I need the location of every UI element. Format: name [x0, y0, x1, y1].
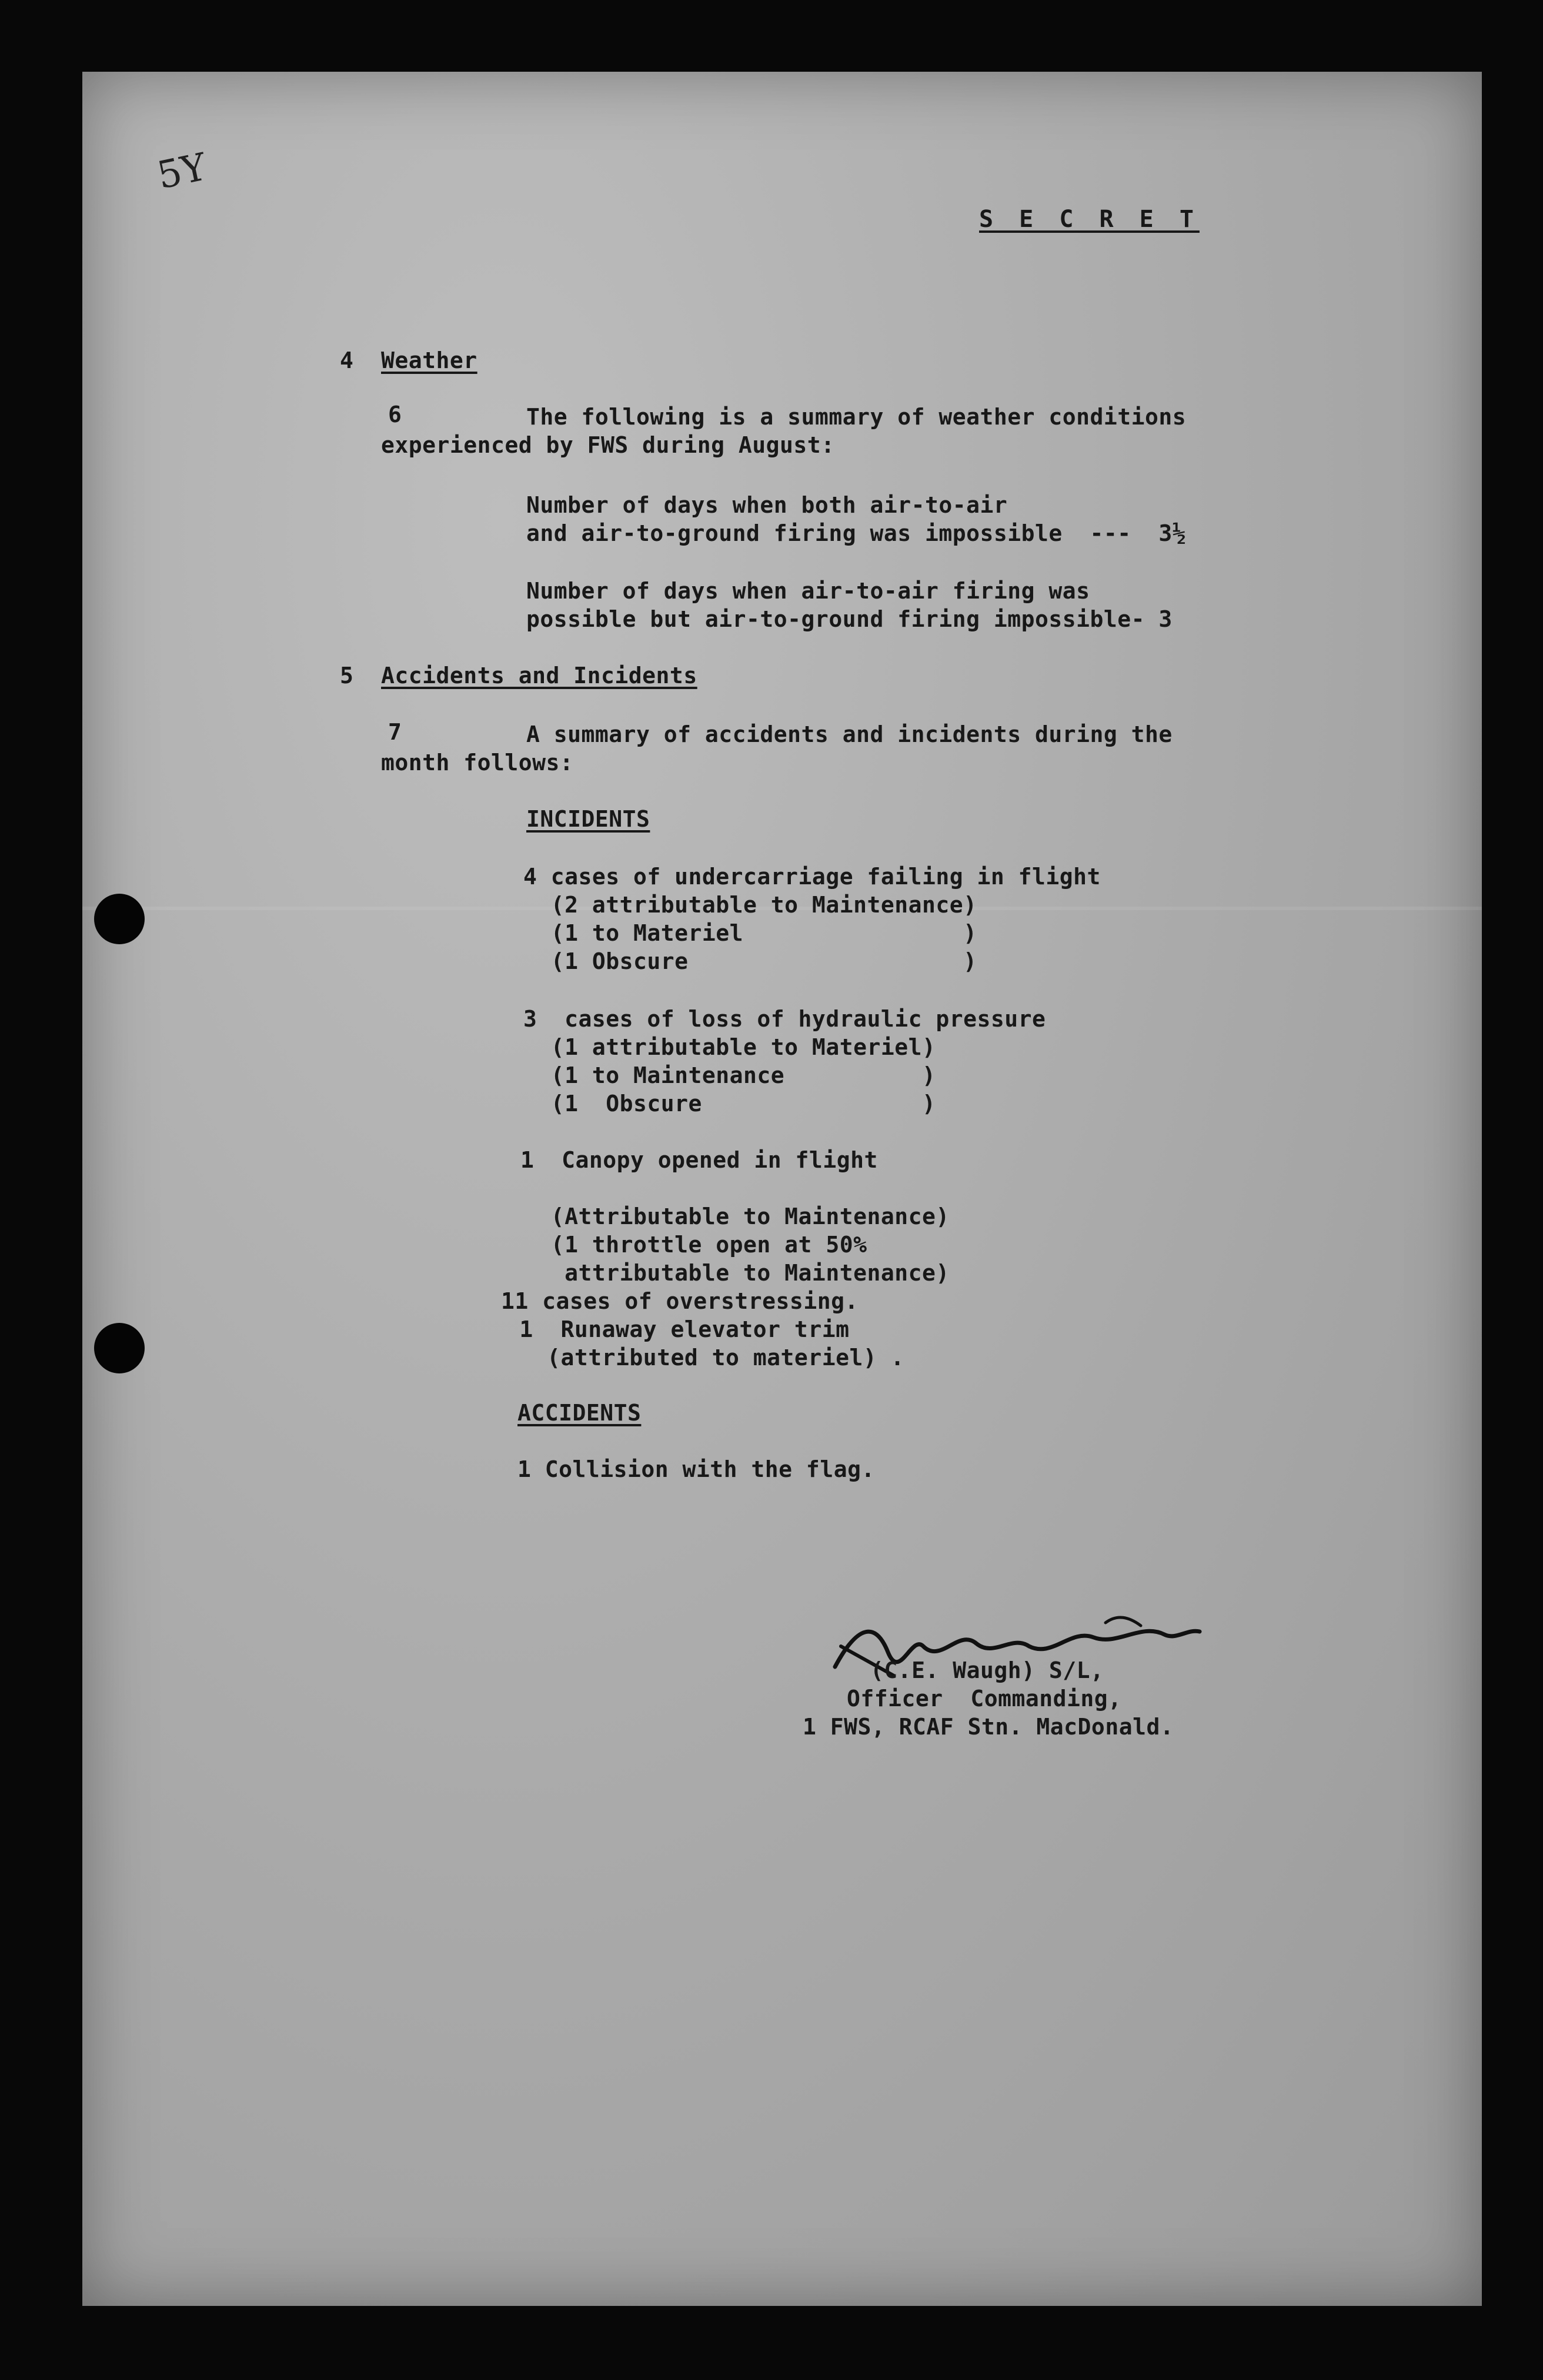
canopy-note-line-1: (Attributable to Maintenance) [523, 1204, 950, 1229]
para-6-line-2: experienced by FWS during August: [381, 432, 835, 458]
section-5-heading: Accidents and Incidents [381, 663, 697, 688]
section-5-number: 5 [340, 663, 354, 688]
hydraulic-line-2: (1 attributable to Materiel) [523, 1034, 936, 1060]
weather-stat-2-line-1: Number of days when air-to-air firing was [526, 578, 1090, 604]
para-7-number: 7 [388, 719, 402, 745]
punch-hole-lower [94, 1323, 145, 1373]
para-7-line-1: A summary of accidents and incidents during the [526, 721, 1173, 747]
section-4-number: 4 [340, 347, 354, 373]
para-7-line-2: month follows: [381, 750, 574, 775]
weather-stat-2-line-2: possible but air-to-ground firing impossible- 3 [526, 606, 1173, 632]
signoff-name: (C.E. Waugh) S/L, [870, 1657, 1104, 1683]
hydraulic-line-1: 3 cases of loss of hydraulic pressure [523, 1006, 1046, 1032]
hydraulic-line-3: (1 to Maintenance ) [523, 1062, 936, 1088]
classification-marking: S E C R E T [979, 206, 1200, 233]
accident-item-1: 1 Collision with the flag. [517, 1456, 875, 1482]
para-6-number: 6 [388, 402, 402, 427]
runaway-line-2: (attributed to materiel) . [506, 1345, 904, 1370]
accidents-heading: ACCIDENTS [517, 1400, 642, 1426]
signoff-title: Officer Commanding, [847, 1686, 1122, 1712]
signoff-unit: 1 FWS, RCAF Stn. MacDonald. [803, 1714, 1174, 1740]
incidents-heading: INCIDENTS [526, 806, 650, 832]
canopy-note-line-3: attributable to Maintenance) [523, 1260, 950, 1286]
canopy-note-line-2: (1 throttle open at 50% [523, 1232, 867, 1258]
hydraulic-line-4: (1 Obscure ) [523, 1091, 936, 1117]
section-4-heading: Weather [381, 347, 477, 373]
weather-stat-1-line-1: Number of days when both air-to-air [526, 492, 1008, 518]
runaway-line-1: 1 Runaway elevator trim [506, 1316, 850, 1342]
punch-hole-upper [94, 894, 145, 944]
undercarriage-line-2: (2 attributable to Maintenance) [523, 892, 977, 918]
undercarriage-line-1: 4 cases of undercarriage failing in flight [523, 864, 1101, 890]
weather-stat-1-line-2: and air-to-ground firing was impossible --- 3½ [526, 520, 1187, 546]
undercarriage-line-4: (1 Obscure ) [523, 948, 977, 974]
canopy-incident: 1 Canopy opened in flight [520, 1147, 878, 1173]
undercarriage-line-3: (1 to Materiel ) [523, 920, 977, 946]
overstressing-incident: 11 cases of overstressing. [501, 1288, 859, 1314]
para-6-line-1: The following is a summary of weather conditions [526, 404, 1187, 430]
marginal-note: 5Y [153, 145, 211, 198]
